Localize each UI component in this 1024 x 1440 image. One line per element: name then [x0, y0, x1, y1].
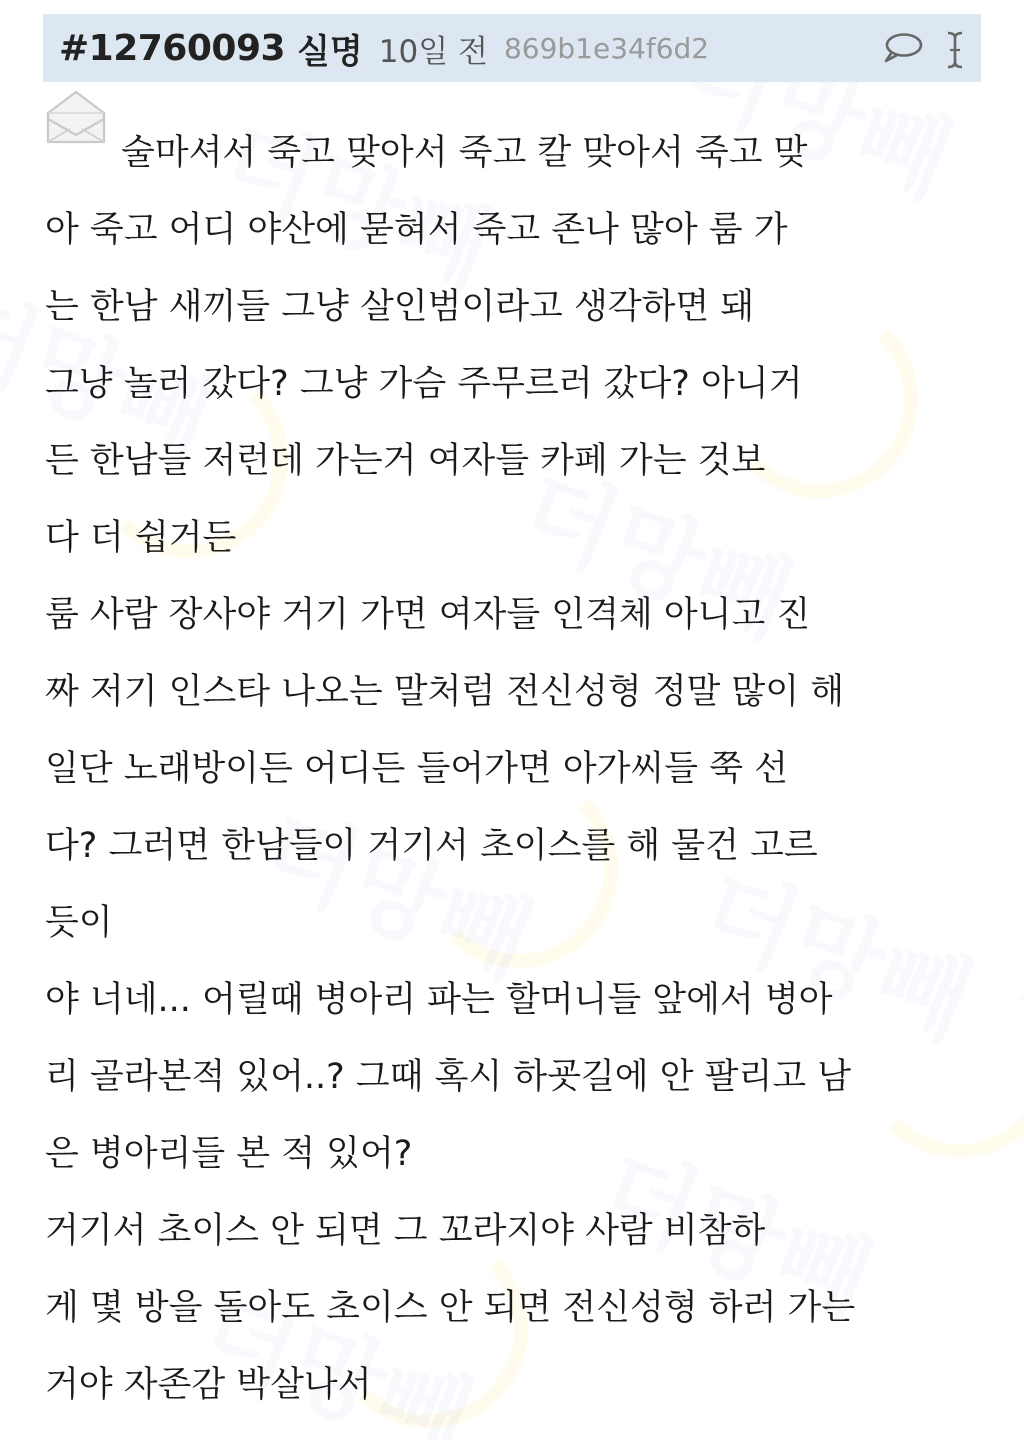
- post-line: 는 한남 새끼들 그냥 살인범이라고 생각하면 돼: [45, 287, 755, 327]
- text-select-button[interactable]: [939, 30, 971, 70]
- post-header: [43, 14, 981, 82]
- author-name: 실명: [297, 31, 363, 72]
- post-body: [45, 115, 985, 1424]
- post-line: [45, 115, 985, 192]
- post-line: 야 너네... 어릴때 병아리 파는 할머니들 앞에서 병아: [45, 980, 833, 1020]
- speech-bubble-icon: [881, 31, 925, 65]
- post-line-text: 술마셔서 죽고 맞아서 죽고 칼 맞아서 죽고 맞: [121, 133, 808, 173]
- post-line: 거야 자존감 박살나서: [45, 1365, 372, 1405]
- text-cursor-icon: [943, 30, 967, 70]
- post-time: 10일 전: [378, 33, 488, 70]
- post-line: 거기서 초이스 안 되면 그 꼬라지야 사람 비참하: [45, 1211, 766, 1251]
- post-line: 든 한남들 저런데 가는거 여자들 카페 가는 것보: [45, 441, 766, 481]
- post-line: 듯이: [45, 903, 113, 943]
- post-line: 다? 그러면 한남들이 거기서 초이스를 해 물건 고르: [45, 826, 818, 866]
- envelope-icon: [45, 89, 107, 145]
- reply-button[interactable]: [879, 30, 927, 66]
- post-line: 그냥 놀러 갔다? 그냥 가슴 주무르러 갔다? 아니거: [45, 364, 803, 404]
- post-line: 짜 저기 인스타 나오는 말처럼 전신성형 정말 많이 해: [45, 672, 845, 712]
- post-line: 룸 사람 장사야 거기 가면 여자들 인격체 아니고 진: [45, 595, 811, 635]
- user-hash: 869b1e34f6d2: [503, 31, 710, 65]
- post-line: 일단 노래방이든 어디든 들어가면 아가씨들 쭉 선: [45, 749, 788, 789]
- post-line: 은 병아리들 본 적 있어?: [45, 1134, 413, 1174]
- post-line: 게 몇 방을 돌아도 초이스 안 되면 전신성형 하러 가는: [45, 1288, 856, 1328]
- post-line: 리 골라본적 있어..? 그때 혹시 하굣길에 안 팔리고 남: [45, 1057, 852, 1097]
- post-number[interactable]: #12760093: [59, 27, 286, 69]
- post-line: 아 죽고 어디 야산에 묻혀서 죽고 존나 많아 룸 가: [45, 210, 788, 250]
- post-line: 다 더 쉽거든: [45, 518, 237, 558]
